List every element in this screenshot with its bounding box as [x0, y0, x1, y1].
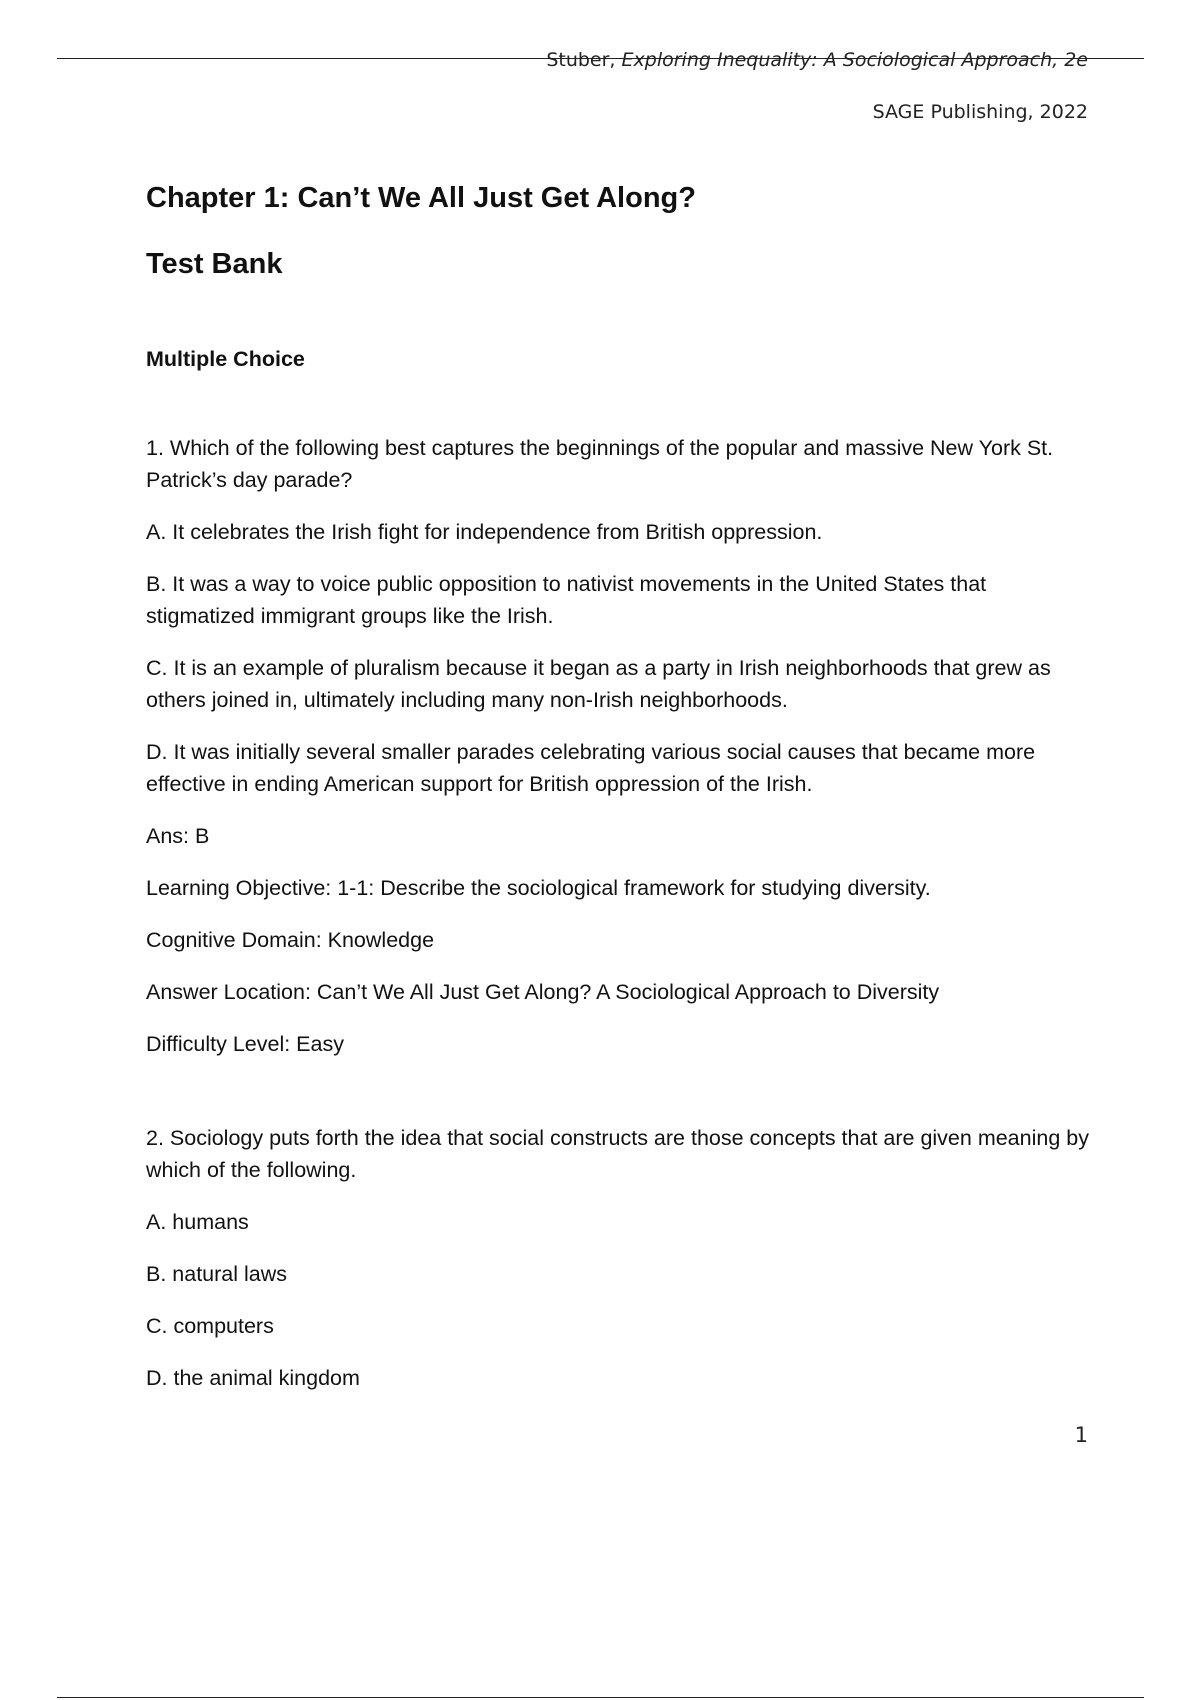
learning-objective: Learning Objective: 1-1: Describe the sociological framework for studying diversity. — [146, 876, 931, 900]
question-1 — [146, 432, 1096, 1060]
difficulty-level: Difficulty Level: Easy — [146, 1032, 344, 1056]
chapter-title: Chapter 1: Can’t We All Just Get Along? — [146, 182, 696, 214]
section-heading: Multiple Choice — [146, 347, 305, 371]
header-author: Stuber, — [546, 49, 616, 71]
cognitive-domain: Cognitive Domain: Knowledge — [146, 928, 435, 952]
answer-option-d: D. the animal kingdom — [146, 1366, 360, 1390]
running-header-citation — [546, 49, 1088, 71]
document-body — [146, 178, 1096, 1394]
footer-rule — [57, 1697, 1144, 1698]
question-stem: 1. Which of the following best captures the beginnings of the popular and massive New York St. Patrick’s day parade? — [146, 436, 1054, 492]
question-2 — [146, 1122, 1096, 1394]
answer-option-a: A. It celebrates the Irish fight for independence from British oppression. — [146, 520, 823, 544]
answer-option-c: C. It is an example of pluralism because it began as a party in Irish neighborhoods that grew as others joined in, ultimately including many non-Irish neighborhoods. — [146, 656, 1051, 712]
answer-option-b: B. natural laws — [146, 1262, 288, 1286]
answer-option-d: D. It was initially several smaller parades celebrating various social causes that became more effective in ending American support for British oppression of the Irish. — [146, 740, 1036, 796]
answer-location: Answer Location: Can’t We All Just Get Along? A Sociological Approach to Diversity — [146, 980, 940, 1004]
answer-option-c: C. computers — [146, 1314, 274, 1338]
answer-option-b: B. It was a way to voice public opposition to nativist movements in the United States that stigmatized immigrant groups like the Irish. — [146, 572, 987, 628]
answer-option-a: A. humans — [146, 1210, 249, 1234]
document-subtitle: Test Bank — [146, 248, 283, 280]
answer-key: Ans: B — [146, 824, 210, 848]
page-number: 1 — [1074, 1423, 1088, 1447]
header-publisher: SAGE Publishing, 2022 — [872, 101, 1088, 123]
question-stem: 2. Sociology puts forth the idea that social constructs are those concepts that are given meaning by which of the following. — [146, 1126, 1089, 1182]
header-book-title: Exploring Inequality: A Sociological Approach, 2e — [621, 49, 1088, 71]
